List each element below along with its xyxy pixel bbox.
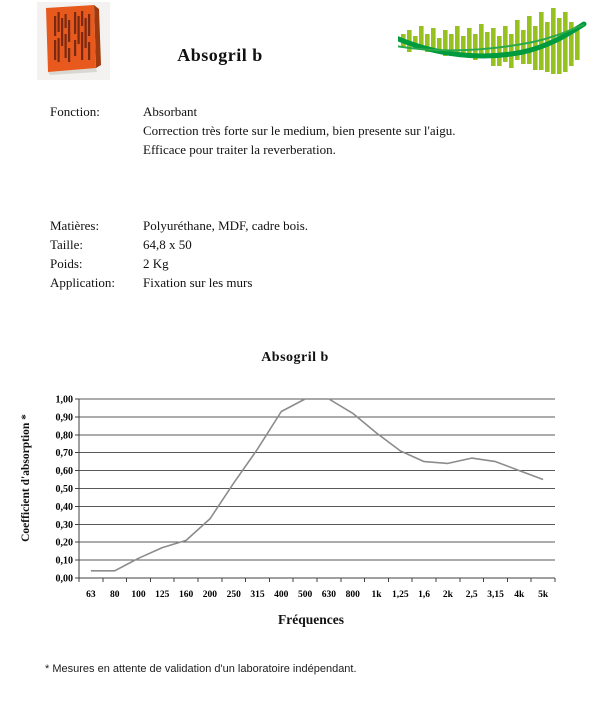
fonction-line-2: Correction très forte sur le medium, bien presente sur l'aigu.	[143, 123, 456, 138]
fonction-line-1: Absorbant	[143, 104, 198, 119]
x-tick-label: 2k	[442, 590, 453, 600]
chart-title: Absogril b	[261, 350, 329, 365]
x-tick-label: 200	[202, 590, 218, 600]
x-tick-label: 63	[86, 590, 96, 600]
y-tick-label: 1,00	[55, 394, 73, 406]
x-tick-label: 630	[321, 590, 337, 600]
spec-value: Fixation sur les murs	[143, 275, 253, 290]
y-tick-label: 0,00	[55, 573, 73, 585]
fonction-row	[50, 102, 455, 159]
y-tick-label: 0,70	[55, 448, 73, 460]
specs-section	[50, 216, 308, 292]
equalizer-soundwave-icon	[398, 4, 590, 78]
x-tick-label: 500	[297, 590, 313, 600]
spec-value: Polyuréthane, MDF, cadre bois.	[143, 218, 309, 233]
x-tick-label: 5k	[538, 590, 549, 600]
spec-label: Application:	[50, 275, 115, 290]
spec-value: 2 Kg	[143, 256, 169, 271]
spec-row-application	[50, 273, 308, 292]
x-tick-label: 400	[274, 590, 289, 600]
absorption-coefficient-chart	[0, 383, 600, 628]
y-tick-label: 0,50	[55, 484, 73, 495]
y-tick-label: 0,10	[55, 555, 73, 567]
y-tick-label: 0,20	[55, 537, 73, 549]
y-tick-label: 0,40	[55, 501, 73, 513]
equalizer-logo	[398, 4, 590, 78]
x-tick-label: 125	[155, 590, 170, 600]
chart-x-axis-title: Fréquences	[278, 612, 344, 627]
x-tick-label: 80	[109, 590, 120, 600]
spec-label: Taille:	[50, 237, 84, 252]
x-tick-label: 1,6	[418, 590, 431, 600]
x-tick-label: 1,25	[391, 590, 409, 600]
x-tick-label: 4k	[514, 590, 525, 600]
x-tick-label: 3,15	[487, 590, 504, 600]
product-photo	[37, 2, 110, 80]
x-tick-label: 315	[250, 590, 265, 600]
fonction-line-3: Efficace pour traiter la reverberation.	[143, 142, 336, 157]
fonction-label: Fonction:	[50, 104, 100, 119]
spec-label: Poids:	[50, 256, 83, 271]
spec-row-poids	[50, 254, 308, 273]
y-tick-label: 0,30	[55, 519, 73, 531]
x-tick-label: 1k	[371, 590, 382, 600]
spec-label: Matières:	[50, 218, 100, 233]
y-tick-label: 0,60	[55, 466, 73, 478]
x-tick-label: 100	[131, 590, 146, 600]
x-tick-label: 250	[226, 590, 241, 600]
page-title: Absogril b	[177, 45, 263, 65]
spec-row-matieres	[50, 216, 308, 235]
x-tick-label: 160	[178, 590, 194, 600]
x-tick-label: 800	[345, 590, 360, 600]
y-tick-label: 0,80	[55, 430, 73, 442]
acoustic-panel-icon	[37, 2, 110, 80]
x-tick-label: 2,5	[465, 590, 478, 600]
spec-row-taille	[50, 235, 308, 254]
spec-value: 64,8 x 50	[143, 237, 192, 252]
fonction-section	[50, 102, 455, 159]
chart-y-axis-title: Coefficient d'absorption *	[20, 414, 32, 542]
absorption-series-line	[91, 399, 543, 571]
fonction-text	[143, 102, 455, 159]
footnote: * Mesures en attente de validation d'un laboratoire indépendant.	[45, 663, 357, 675]
y-tick-label: 0,90	[55, 412, 73, 424]
